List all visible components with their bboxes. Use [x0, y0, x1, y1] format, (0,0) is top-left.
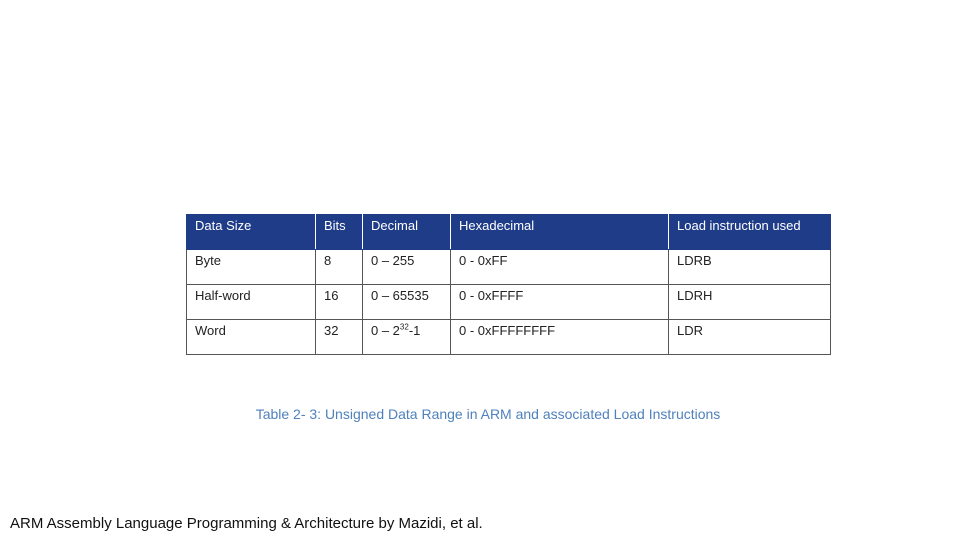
- header-decimal: Decimal: [363, 215, 451, 250]
- table-header: [187, 215, 831, 250]
- header-bits: Bits: [316, 215, 363, 250]
- footer-citation: ARM Assembly Language Programming & Architecture by Mazidi, et al.: [10, 515, 483, 532]
- header-data-size: Data Size: [187, 215, 316, 250]
- cell-decimal: 0 – 255: [363, 250, 451, 285]
- decimal-tail: -1: [408, 323, 421, 338]
- cell-decimal: 0 – 65535: [363, 285, 451, 320]
- table-caption: Table 2- 3: Unsigned Data Range in ARM and associated Load Instructions: [255, 406, 721, 422]
- table-body: [187, 250, 831, 355]
- cell-data-size: Half-word: [187, 285, 316, 320]
- cell-bits: 8: [316, 250, 363, 285]
- cell-data-size: Word: [187, 320, 316, 355]
- cell-load-instruction: LDRH: [669, 285, 831, 320]
- decimal-exponent: 32: [399, 322, 409, 332]
- cell-bits: 32: [316, 320, 363, 355]
- table-row: [187, 320, 831, 355]
- table-row: [187, 250, 831, 285]
- data-range-table: [186, 214, 831, 355]
- header-row: [187, 215, 831, 250]
- header-load-instruction: Load instruction used: [669, 215, 831, 250]
- header-hexadecimal: Hexadecimal: [451, 215, 669, 250]
- cell-decimal: [363, 320, 451, 355]
- cell-hexadecimal: 0 - 0xFFFF: [451, 285, 669, 320]
- cell-bits: 16: [316, 285, 363, 320]
- cell-load-instruction: LDR: [669, 320, 831, 355]
- table-row: [187, 285, 831, 320]
- decimal-base: 0 – 2: [371, 323, 400, 338]
- cell-load-instruction: LDRB: [669, 250, 831, 285]
- cell-hexadecimal: 0 - 0xFFFFFFFF: [451, 320, 669, 355]
- cell-hexadecimal: 0 - 0xFF: [451, 250, 669, 285]
- cell-data-size: Byte: [187, 250, 316, 285]
